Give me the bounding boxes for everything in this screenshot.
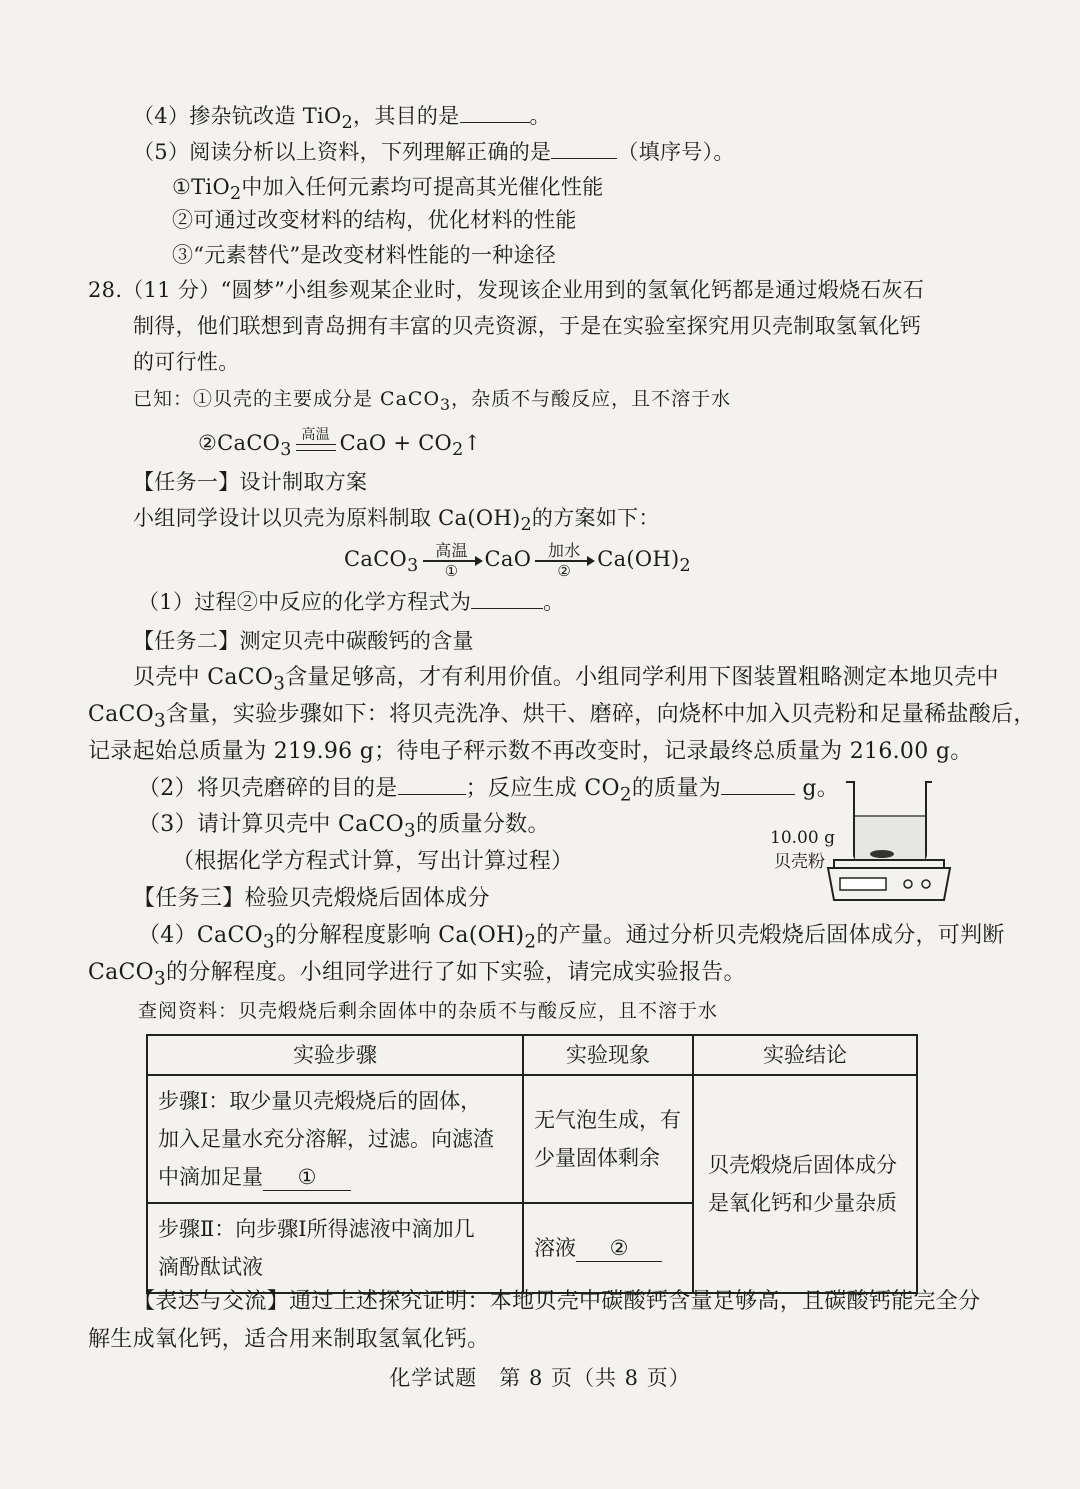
task2-para-1: 贝壳中 CaCO$_3$含量足够高，才有利用价值。小组同学利用下图装置粗略测定本地贝壳中 [133,665,999,695]
task2-title: 【任务二】测定贝壳中碳酸钙的含量 [133,629,474,653]
q27-4: （4）掺杂钪改造 TiO$_2$，其目的是 。 [133,104,551,134]
q27-option-2: ②可通过改变材料的结构，优化材料的性能 [172,208,577,232]
answer-blank [460,104,530,123]
q28-intro-line-1: 28.（11 分）“圆梦”小组参观某企业时，发现该企业用到的氢氧化钙都是通过煅烧石灰石 [88,278,925,302]
q28-intro-line-2: 制得，他们联想到青岛拥有丰富的贝壳资源，于是在实验室探究用贝壳制取氢氧化钙 [133,314,922,338]
step-2-cell [147,1203,523,1293]
known-2-equation: ②CaCO$_3$ 高温 CaO + $CO_2↑$ [198,427,482,461]
table-blank-1: ① [263,1164,351,1191]
q28-intro-line-3: 的可行性。 [133,350,240,374]
beaker-on-scale-illustration [824,776,954,906]
table-blank-2: ② [576,1235,662,1262]
step-1-line-1: 步骤Ⅰ：取少量贝壳煅烧后的固体， [158,1089,482,1113]
summary-line-2: 解生成氧化钙，适合用来制取氢氧化钙。 [88,1327,490,1352]
step-1-cell [147,1075,523,1203]
conclusion-line-1: 贝壳煅烧后固体成分 [708,1153,897,1177]
q28-2: （2）将贝壳磨碎的目的是 ；反应生成 $CO_2$的质量为 g。 [138,776,840,806]
q27-5: （5）阅读分析以上资料，下列理解正确的是 （填序号）。 [133,140,735,164]
task1-desc: 小组同学设计以贝壳为原料制取 $Ca(OH)_2$的方案如下： [133,506,660,536]
header-phenomena: 实验现象 [523,1035,693,1075]
equals-sign: 高温 [296,426,336,451]
experiment-report-table [146,1034,918,1294]
q28-3: （3）请计算贝壳中 CaCO$_3$的质量分数。 [138,812,550,842]
phenomenon-1-line-2: 少量固体剩余 [534,1146,660,1170]
q27-option-3: ③“元素替代”是改变材料性能的一种途径 [172,243,557,267]
table-row [147,1075,917,1203]
phenomenon-1-line-1: 无气泡生成，有 [534,1108,681,1132]
conclusion-line-2: 是氧化钙和少量杂质 [708,1191,897,1215]
device-mass-label: 10.00 g [770,828,835,848]
reference-note: 查阅资料：贝壳煅烧后剩余固体中的杂质不与酸反应，且不溶于水 [138,1000,719,1022]
answer-blank [721,776,795,795]
task3-title: 【任务三】检验贝壳煅烧后固体成分 [133,886,490,911]
phenomenon-2-cell: 溶液 ② [523,1203,693,1293]
table-header-row [147,1035,917,1075]
answer-blank [551,140,617,159]
scheme-equation: CaCO$_3$ 高温 ① CaO 加水 ② $Ca(OH)_2$ [344,540,691,580]
scale-icon [828,860,950,900]
task2-para-2: CaCO$_3$含量，实验步骤如下：将贝壳洗净、烘干、磨碎，向烧杯中加入贝壳粉和足量稀盐酸后， [88,702,1036,732]
phenomenon-1-cell [523,1075,693,1203]
page-footer: 化学试题 第 8 页（共 8 页） [389,1366,691,1390]
q27-option-1: ①TiO$_2$中加入任何元素均可提高其光催化性能 [172,175,604,205]
step-1-line-3: 中滴加足量 ① [158,1158,512,1196]
q28-3-note: （根据化学方程式计算，写出计算过程） [172,849,574,874]
header-conclusion: 实验结论 [693,1035,917,1075]
step-2-line-2: 滴酚酞试液 [158,1255,263,1279]
answer-blank [398,776,466,795]
arrow-1: 高温 ① [423,542,481,580]
arrow-2: 加水 ② [535,542,593,580]
step-2-line-1: 步骤Ⅱ：向步骤Ⅰ所得滤液中滴加几 [158,1217,475,1241]
summary-line-1: 【表达与交流】通过上述探究证明：本地贝壳中碳酸钙含量足够高，且碳酸钙能完全分 [133,1289,981,1314]
device-powder-label: 贝壳粉 [774,852,825,872]
known-1: 已知：①贝壳的主要成分是 CaCO$_3$，杂质不与酸反应，且不溶于水 [133,388,732,414]
answer-blank [471,590,543,609]
task2-para-3: 记录起始总质量为 219.96 g；待电子秤示数不再改变时，记录最终总质量为 216.00 g。 [88,739,973,764]
header-steps: 实验步骤 [147,1035,523,1075]
step-1-line-2: 加入足量水充分溶解，过滤。向滤渣 [158,1127,494,1151]
q28-4-para-2: CaCO$_3$的分解程度。小组同学进行了如下实验，请完成实验报告。 [88,960,746,990]
q28-1: （1）过程②中反应的化学方程式为 。 [138,590,565,614]
task1-title: 【任务一】设计制取方案 [133,470,368,494]
q28-4-para-1: （4）CaCO$_3$的分解程度影响 $Ca(OH)_2$的产量。通过分析贝壳煅烧后固体成分，可判断 [138,923,1005,953]
conclusion-cell [693,1075,917,1293]
